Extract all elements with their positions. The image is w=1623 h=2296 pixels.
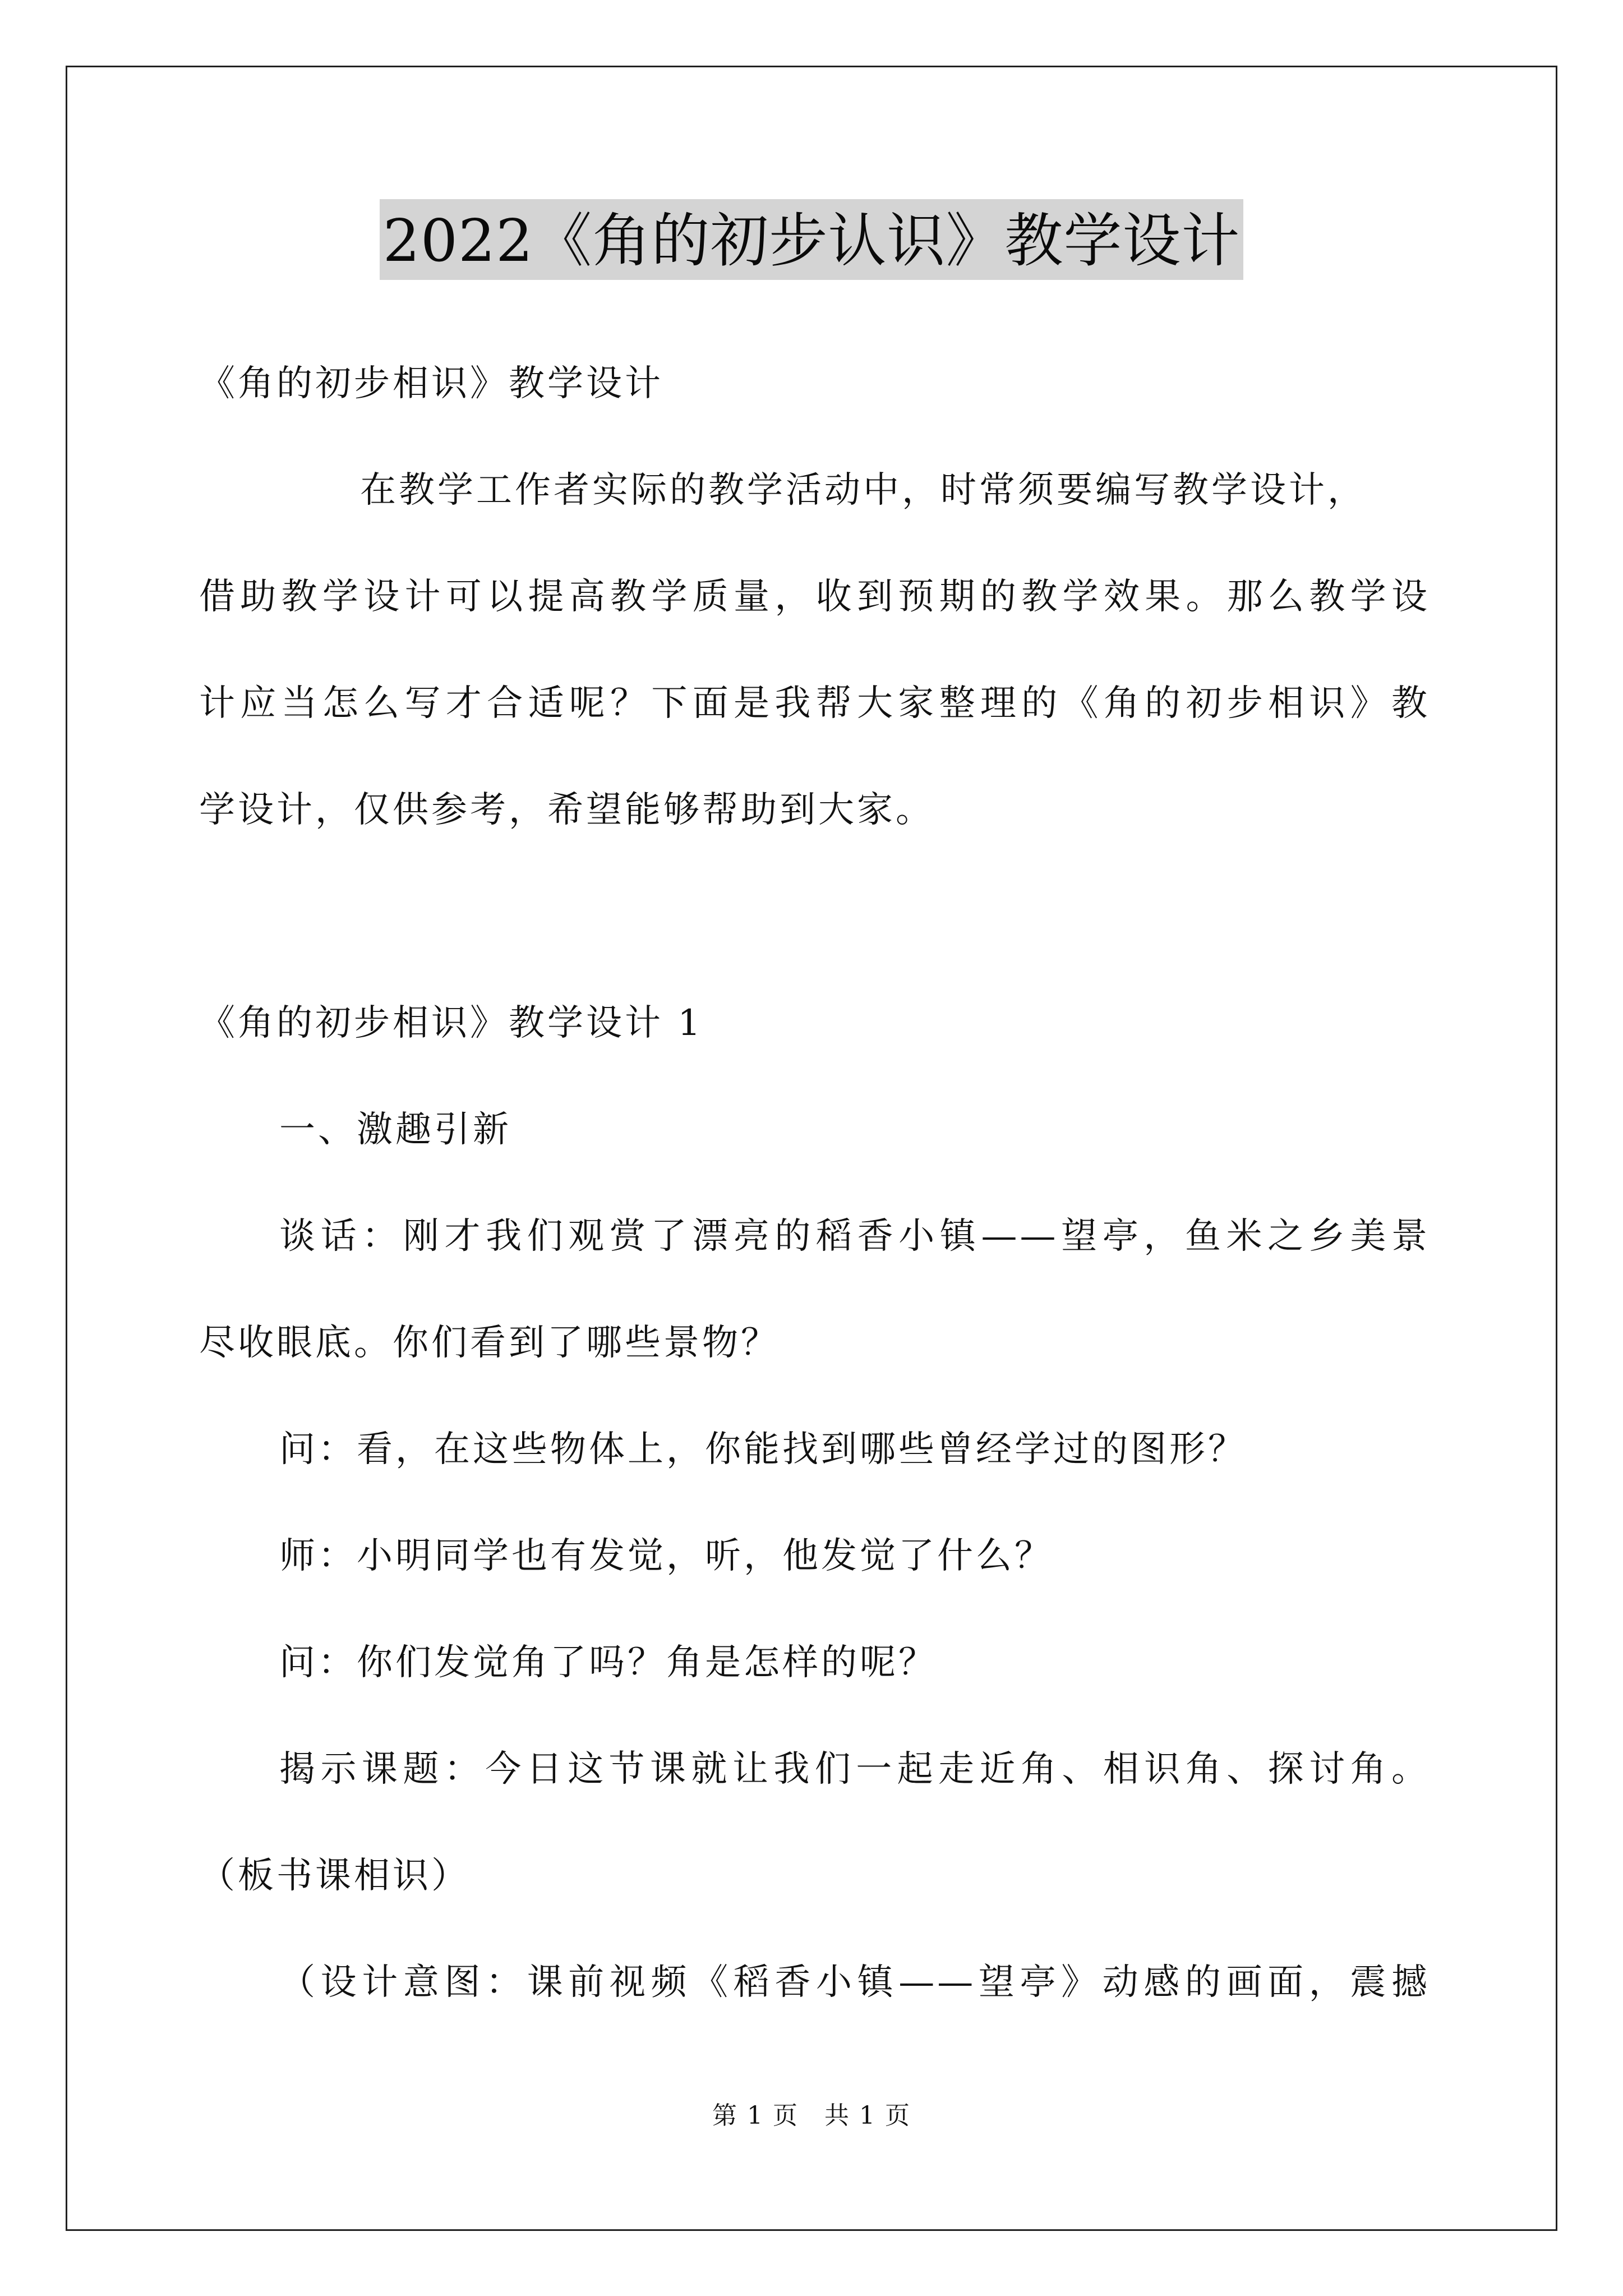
intro-line-4: 学设计，仅供参考，希望能够帮助到大家。 (199, 789, 934, 831)
intro-line-3: 计应当怎么写才合适呢？下面是我帮大家整理的《角的初步相识》教 (199, 683, 1430, 724)
intro-line-2: 借助教学设计可以提高教学质量，收到预期的教学效果。那么教学设 (199, 576, 1430, 618)
document-title: 2022《角的初步认识》教学设计 (380, 199, 1244, 280)
reveal-line-1: 揭示课题：今日这节课就让我们一起走近角、相识角、探讨角。 (279, 1749, 1430, 1790)
title-container (0, 199, 1623, 280)
question-1: 问：看，在这些物体上，你能找到哪些曾经学过的图形？ (279, 1429, 1247, 1470)
document-subtitle: 《角的初步相识》教学设计 (199, 363, 663, 404)
intro-line-1: 在教学工作者实际的教学活动中，时常须要编写教学设计， (360, 470, 1366, 511)
section-heading: 《角的初步相识》教学设计 1 (199, 1002, 704, 1044)
talk-line-1: 谈话：刚才我们观赏了漂亮的稻香小镇——望亭，鱼米之乡美景 (279, 1216, 1430, 1257)
design-intent-line: （设计意图：课前视频《稻香小镇——望亭》动感的画面，震撼 (279, 1962, 1430, 2003)
part-heading: 一、激趣引新 (279, 1109, 511, 1151)
talk-line-2: 尽收眼底。你们看到了哪些景物？ (199, 1322, 780, 1364)
teacher-line: 师：小明同学也有发觉，听，他发觉了什么？ (279, 1535, 1053, 1577)
page-footer: 第 1 页 共 1 页 (712, 2101, 911, 2130)
question-2: 问：你们发觉角了吗？角是怎样的呢？ (279, 1642, 937, 1683)
reveal-line-2: （板书课相识） (199, 1855, 470, 1897)
